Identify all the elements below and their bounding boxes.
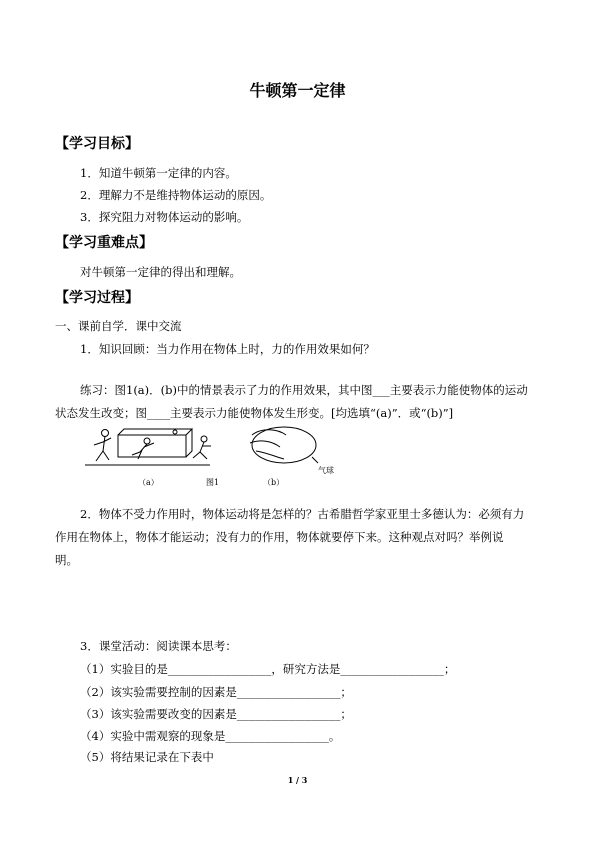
figure-1	[80, 425, 340, 487]
question-3-item: （4）实验中需观察的现象是__________________。	[80, 729, 341, 743]
exercise-line: 练习：图1(a)．(b)中的情景表示了力的作用效果，其中图___主要表示力能使物体的运动	[80, 383, 528, 397]
section-heading-key-points: 【学习重难点】	[55, 235, 153, 251]
question-2-line: 作用在物体上，物体才能运动；没有力的作用，物体就要停下来。这种观点对吗？举例说	[55, 530, 504, 544]
section-heading-objectives: 【学习目标】	[55, 136, 139, 152]
page-number: 1 / 3	[287, 775, 308, 785]
question-3-item: （2）该实验需要控制的因素是__________________；	[80, 685, 352, 699]
question-3-item: （3）该实验需要改变的因素是__________________；	[80, 707, 352, 721]
question-2-line: 2．物体不受力作用时，物体运动将是怎样的？古希腊哲学家亚里士多德认为：必须有力	[80, 507, 525, 521]
objective-item: 2．理解力不是维持物体运动的原因。	[80, 188, 272, 202]
objective-item: 1．知道牛顿第一定律的内容。	[80, 166, 237, 180]
page-title: 牛顿第一定律	[249, 81, 346, 100]
figure-label-b: （b）	[263, 478, 285, 487]
figure-label-a: （a）	[138, 478, 159, 487]
question-2-line: 明。	[55, 553, 78, 567]
part-title: 一、课前自学．课中交流	[55, 319, 182, 333]
exercise-line: 状态发生改变；图____主要表示力能使物体发生形变。[均选填“(a)”．或“(b)”]	[55, 406, 454, 420]
figure-label-balloon: 气球	[318, 466, 334, 475]
question-3: 3．课堂活动：阅读课本思考：	[80, 639, 237, 653]
objective-item: 3．探究阻力对物体运动的影响。	[80, 210, 249, 224]
question-3-item: （5）将结果记录在下表中	[80, 750, 214, 764]
figure-caption: 图1	[206, 478, 220, 487]
section-heading-process: 【学习过程】	[55, 290, 139, 306]
question-1: 1．知识回顾：当力作用在物体上时，力的作用效果如何？	[80, 342, 375, 356]
question-3-item: （1）实验目的是__________________，研究方法是__________________；	[80, 662, 456, 676]
key-point-text: 对牛顿第一定律的得出和理解。	[80, 265, 241, 279]
